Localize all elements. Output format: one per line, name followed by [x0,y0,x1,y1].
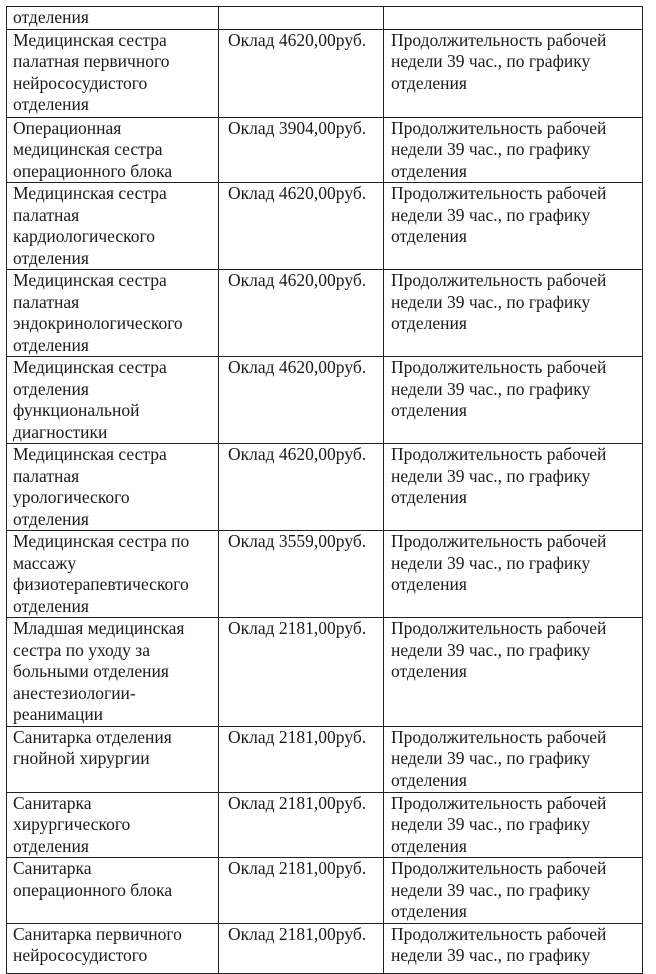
salary-cell: Оклад 3559,00руб. [219,531,384,618]
table-body [7,7,643,974]
position-cell: Младшая медицинская сестра по уходу за больными отделения анестезиологии- реанимации [7,618,219,727]
salary-cell: Оклад 2181,00руб. [219,618,384,727]
working-hours-cell: Продолжительность рабочей недели 39 час., по графику отделения [384,357,643,444]
table-row [7,29,643,117]
working-hours-cell [384,7,643,30]
working-hours-cell: Продолжительность рабочей недели 39 час., по графику отделения [384,792,643,858]
salary-cell: Оклад 4620,00руб. [219,183,384,270]
position-cell: Медицинская сестра палатная кардиологического отделения [7,183,219,270]
table-row [7,270,643,357]
table-row [7,117,643,183]
position-cell: Санитарка хирургического отделения [7,792,219,858]
position-cell: Медицинская сестра палатная эндокринологического отделения [7,270,219,357]
table-row [7,726,643,792]
salary-cell [219,7,384,30]
table-row [7,183,643,270]
position-cell: Санитарка отделения гнойной хирургии [7,726,219,792]
position-cell: Медицинская сестра отделения функциональной диагностики [7,357,219,444]
salary-cell: Оклад 2181,00руб. [219,923,384,973]
table-row [7,923,643,973]
table-row [7,357,643,444]
working-hours-cell: Продолжительность рабочей недели 39 час., по графику отделения [384,858,643,924]
position-cell: Медицинская сестра палатная первичного нейрососудистого отделения [7,29,219,117]
working-hours-cell: Продолжительность рабочей недели 39 час., по графику отделения [384,726,643,792]
table-row [7,531,643,618]
position-cell: Медицинская сестра по массажу физиотерапевтического отделения [7,531,219,618]
salary-cell: Оклад 2181,00руб. [219,726,384,792]
position-cell: Санитарка первичного нейрососудистого [7,923,219,973]
working-hours-cell: Продолжительность рабочей недели 39 час., по графику отделения [384,117,643,183]
working-hours-cell: Продолжительность рабочей недели 39 час., по графику [384,923,643,973]
table-row [7,618,643,727]
salary-cell: Оклад 4620,00руб. [219,444,384,531]
working-hours-cell: Продолжительность рабочей недели 39 час., по графику отделения [384,29,643,117]
salary-cell: Оклад 4620,00руб. [219,29,384,117]
table-row [7,7,643,30]
position-cell: Санитарка операционного блока [7,858,219,924]
salary-cell: Оклад 2181,00руб. [219,858,384,924]
position-cell: отделения [7,7,219,30]
salary-cell: Оклад 2181,00руб. [219,792,384,858]
position-cell: Операционная медицинская сестра операционного блока [7,117,219,183]
staff-salary-table [6,6,643,974]
working-hours-cell: Продолжительность рабочей недели 39 час., по графику отделения [384,183,643,270]
table-row [7,792,643,858]
table-row [7,858,643,924]
salary-cell: Оклад 4620,00руб. [219,270,384,357]
working-hours-cell: Продолжительность рабочей недели 39 час., по графику отделения [384,444,643,531]
position-cell: Медицинская сестра палатная урологического отделения [7,444,219,531]
salary-cell: Оклад 3904,00руб. [219,117,384,183]
working-hours-cell: Продолжительность рабочей недели 39 час., по графику отделения [384,618,643,727]
table-row [7,444,643,531]
working-hours-cell: Продолжительность рабочей недели 39 час., по графику отделения [384,270,643,357]
working-hours-cell: Продолжительность рабочей недели 39 час., по графику отделения [384,531,643,618]
salary-cell: Оклад 4620,00руб. [219,357,384,444]
